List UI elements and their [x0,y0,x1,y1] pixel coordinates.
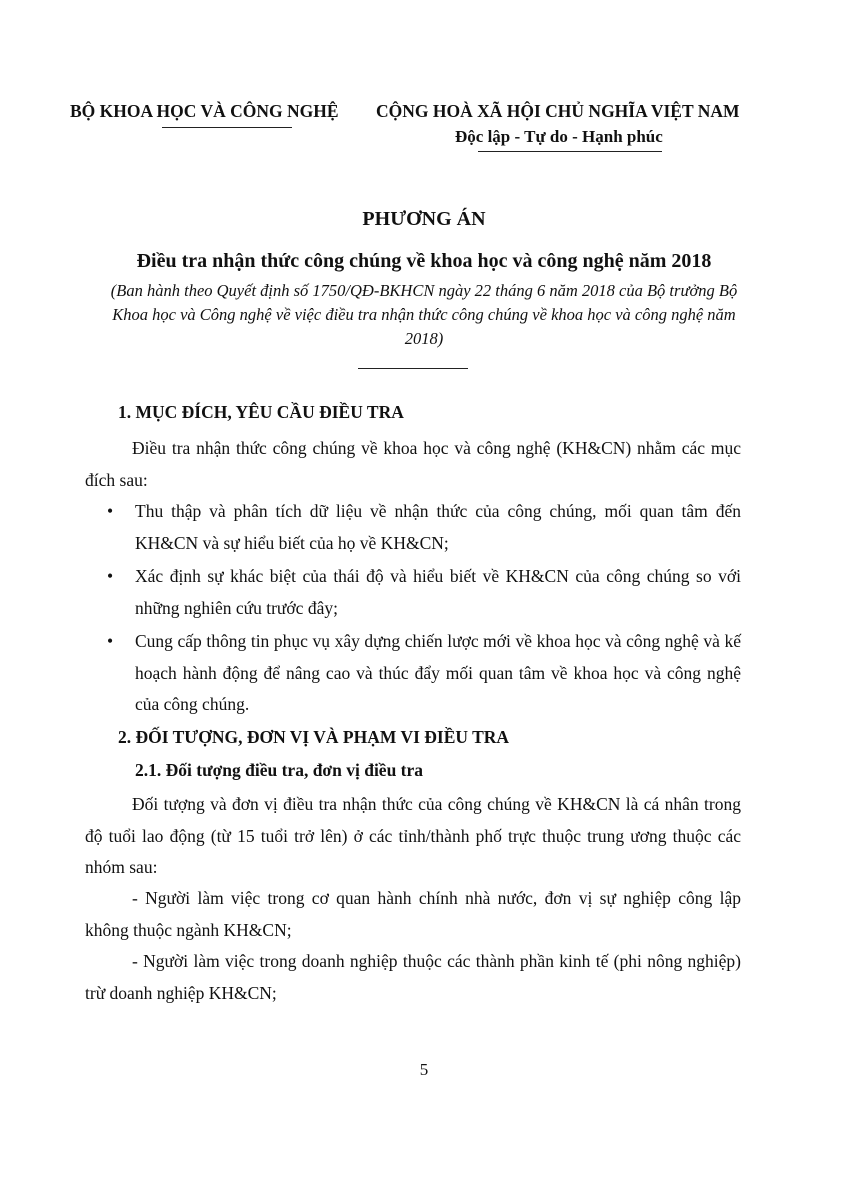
list-item [85,496,741,559]
section-2-item: - Người làm việc trong cơ quan hành chính nhà nước, đơn vị sự nghiệp công lập không thuộc ngành KH&CN; [85,888,741,940]
bullet-icon: • [107,501,114,521]
ministry-name: BỘ KHOA HỌC VÀ CÔNG NGHỆ [70,101,339,121]
document-type: PHƯƠNG ÁN [362,208,486,230]
page-number: 5 [419,1060,429,1079]
list-item-text: Thu thập và phân tích dữ liệu về nhận thức của công chúng, mối quan tâm đến KH&CN và sự hiểu biết của họ về KH&CN; [135,501,741,553]
section-1-intro: Điều tra nhận thức công chúng về khoa học và công nghệ (KH&CN) nhằm các mục đích sau: [85,438,741,490]
section-2-heading: 2. ĐỐI TƯỢNG, ĐƠN VỊ VÀ PHẠM VI ĐIỀU TRA [118,727,510,747]
title-separator [358,368,468,369]
document-subtitle: (Ban hành theo Quyết định số 1750/QĐ-BKHCN ngày 22 tháng 6 năm 2018 của Bộ trưởng Bộ Khoa học và Công nghệ về việc điều tra nhận thức công chúng về khoa học và công nghệ năm 2018) [110,281,738,348]
list-item-text: Xác định sự khác biệt của thái độ và hiểu biết về KH&CN của công chúng so với những nghiên cứu trước đây; [135,566,741,618]
ministry-underline [162,127,292,128]
bullet-icon: • [107,631,114,651]
list-item [85,626,741,721]
country-name: CỘNG HOÀ XÃ HỘI CHỦ NGHĨA VIỆT NAM [376,101,740,121]
document-title: Điều tra nhận thức công chúng về khoa học và công nghệ năm 2018 [136,250,712,272]
section-2-intro: Đối tượng và đơn vị điều tra nhận thức của công chúng về KH&CN là cá nhân trong độ tuổi lao động (từ 15 tuổi trở lên) ở các tỉnh/thành phố trực thuộc trung ương thuộc các nhóm sau: [85,794,741,877]
motto-underline [478,151,662,152]
section-1-heading: 1. MỤC ĐÍCH, YÊU CẦU ĐIỀU TRA [118,402,404,422]
national-motto: Độc lập - Tự do - Hạnh phúc [455,127,663,146]
bullet-icon: • [107,566,114,586]
list-item-text: Cung cấp thông tin phục vụ xây dựng chiến lược mới về khoa học và công nghệ và kế hoạch hành động để nâng cao và thúc đẩy mối quan tâm về khoa học và công nghệ của công chúng. [135,631,741,714]
section-2-1-heading: 2.1. Đối tượng điều tra, đơn vị điều tra [135,760,424,780]
section-2-item: - Người làm việc trong doanh nghiệp thuộc các thành phần kinh tế (phi nông nghiệp) trừ doanh nghiệp KH&CN; [85,951,741,1003]
purpose-list [85,496,741,723]
list-item [85,561,741,624]
